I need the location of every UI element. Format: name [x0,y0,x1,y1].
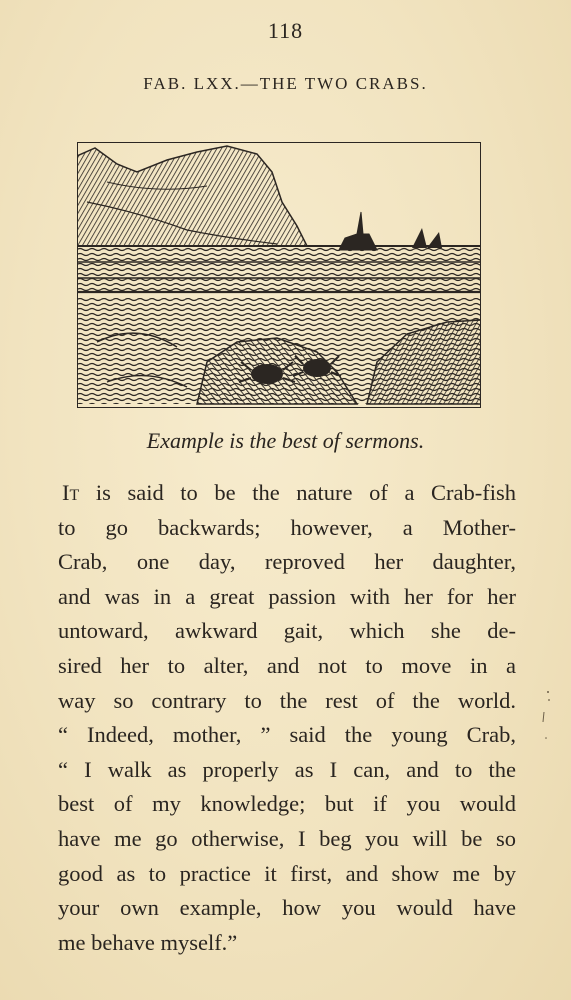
text-line: have me go otherwise, I beg you will be so [58,825,516,851]
text-line: sired her to alter, and not to move in a [58,652,516,678]
text-line: It is said to be the nature of a Crab-fish [62,480,516,505]
woodcut-illustration [77,142,481,408]
text-line: Crab, one day, reproved her daughter, [58,549,516,575]
text-line: your own example, how you would have [58,895,516,921]
text-line: “ I walk as properly as I can, and to the [58,756,516,782]
ship-shape [339,212,377,250]
fable-moral: Example is the best of sermons. [146,428,425,453]
text-line: to go backwards; however, a Mother- [58,514,516,540]
text-line: best of my knowledge; but if you would [58,791,516,817]
margin-specks [538,688,554,748]
text-line: good as to practice it first, and show me by [58,860,516,886]
drop-word: It [62,480,80,505]
page-number: 118 [267,18,304,43]
text-line: me behave myself.” [58,929,238,955]
text-line: “ Indeed, mother, ” said the young Crab, [58,722,516,748]
text-line: untoward, awkward gait, which she de- [58,618,516,644]
text-line: and was in a great passion with her for her [58,583,516,609]
fable-title: FAB. LXX.—THE TWO CRABS. [143,74,428,93]
fable-text [58,476,516,960]
text-line: way so contrary to the rest of the world. [58,687,516,713]
